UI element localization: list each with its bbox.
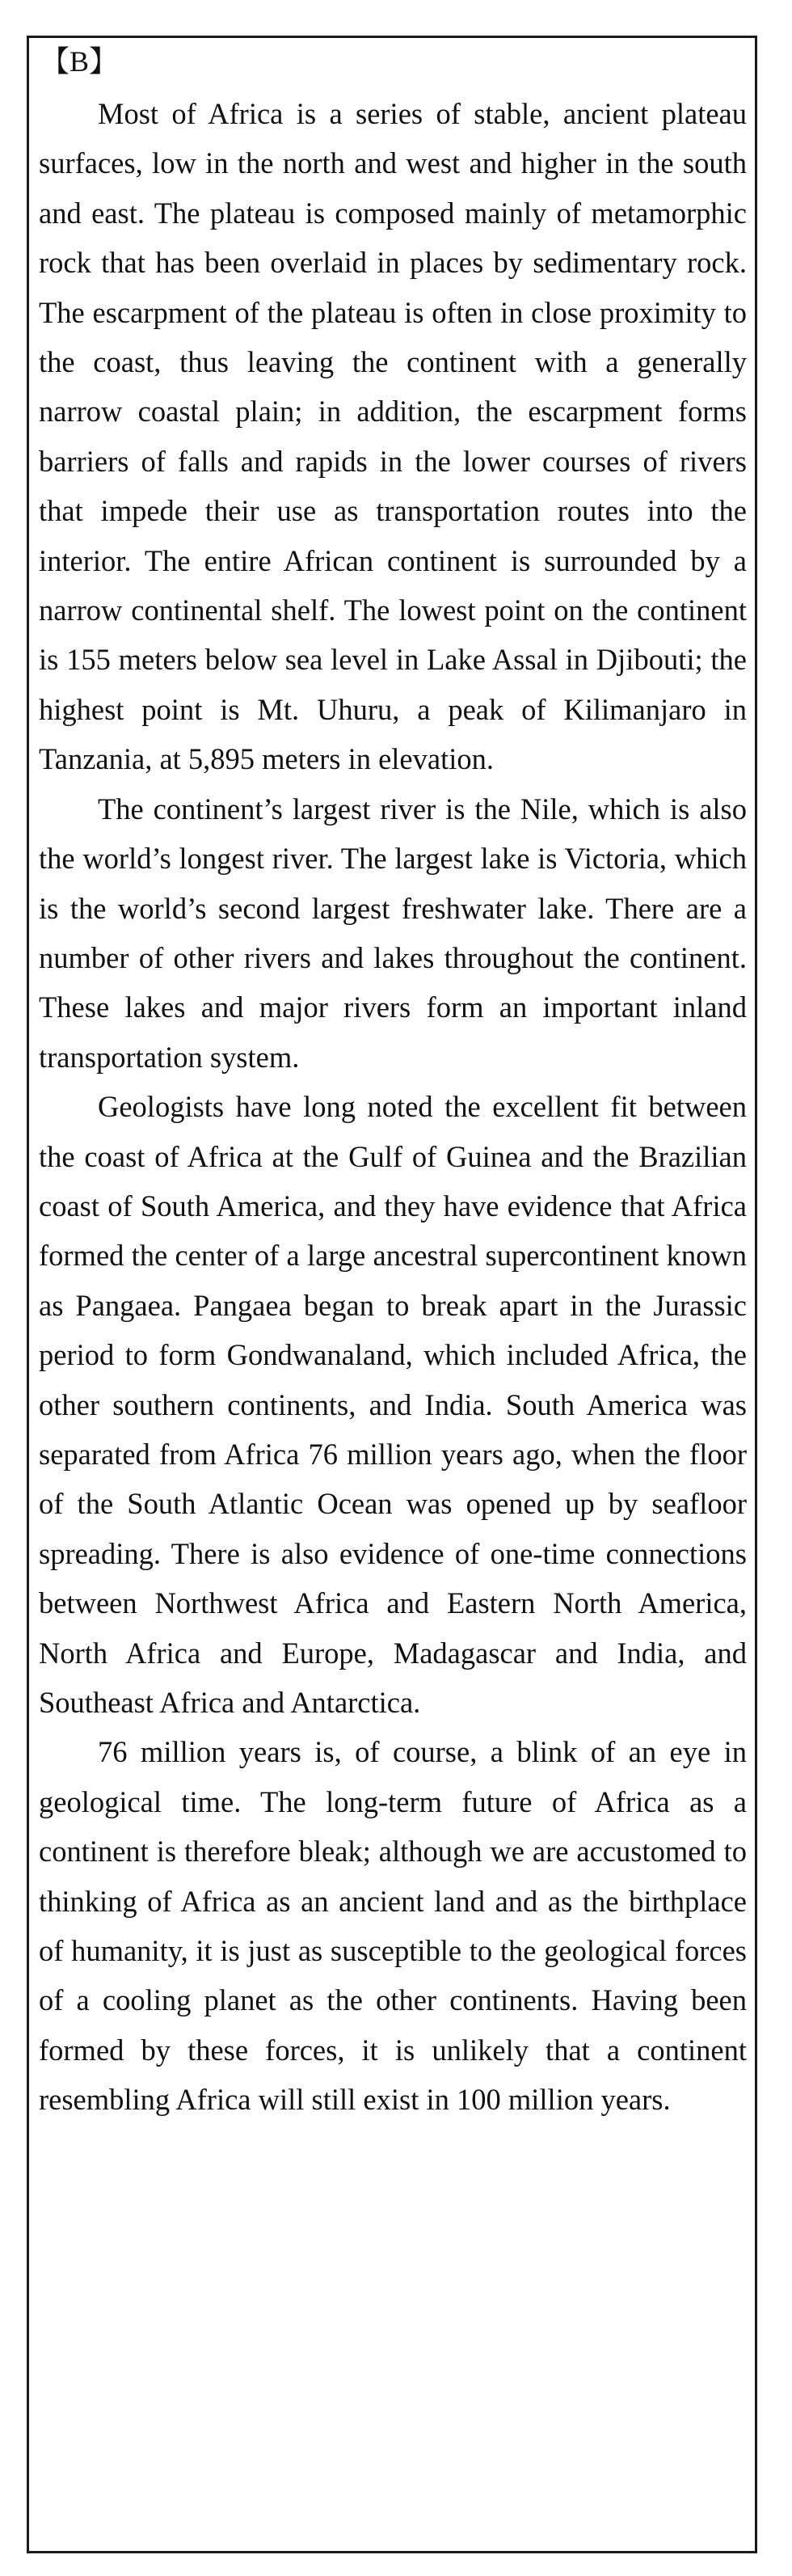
paragraph-4: 76 million years is, of course, a blink of an eye in geological time. The long-term future of Africa as a continent is therefore bleak; although we are accustomed to thinking of Africa as an ancient land and as the birthplace of humanity, it is just as susceptible to the geological forces of a cooling planet as the other continents. Having been formed by these forces, it is unlikely that a continent resembling Africa will still exist in 100 million years.	[39, 1735, 747, 2117]
paragraph-3: Geologists have long noted the excellent fit between the coast of Africa at the Gulf of Guinea and the Brazilian coast of South America, and they have evidence that Africa formed the center of a large ancestral supercontinent known as Pangaea. Pangaea began to break apart in the Jurassic period to form Gondwanaland, which included Africa, the other southern continents, and India. South America was separated from Africa 76 million years ago, when the floor of the South Atlantic Ocean was opened up by seafloor spreading. There is also evidence of one-time connections between Northwest Africa and Eastern North America, North Africa and Europe, Madagascar and India, and Southeast Africa and Antarctica.	[39, 1090, 747, 1719]
paragraph-1: Most of Africa is a series of stable, ancient plateau surfaces, low in the north and west and higher in the south and east. The plateau is composed mainly of metamorphic rock that has been overlaid in places by sedimentary rock. The escarpment of the plateau is often in close proximity to the coast, thus leaving the continent with a generally narrow coastal plain; in addition, the escarpment forms barriers of falls and rapids in the lower courses of rivers that impede their use as transportation routes into the interior. The entire African continent is surrounded by a narrow continental shelf. The lowest point on the continent is 155 meters below sea level in Lake Assal in Djibouti; the highest point is Mt. Uhuru, a peak of Kilimanjaro in Tanzania, at 5,895 meters in elevation.	[39, 97, 747, 776]
section-label: 【B】	[40, 45, 119, 78]
paragraph-2: The continent’s largest river is the Nile, which is also the world’s longest river. The largest lake is Victoria, which is the world’s second largest freshwater lake. There are a number of other rivers and lakes throughout the continent. These lakes and major rivers form an important inland transportation system.	[39, 792, 747, 1074]
passage-body	[39, 89, 747, 2125]
